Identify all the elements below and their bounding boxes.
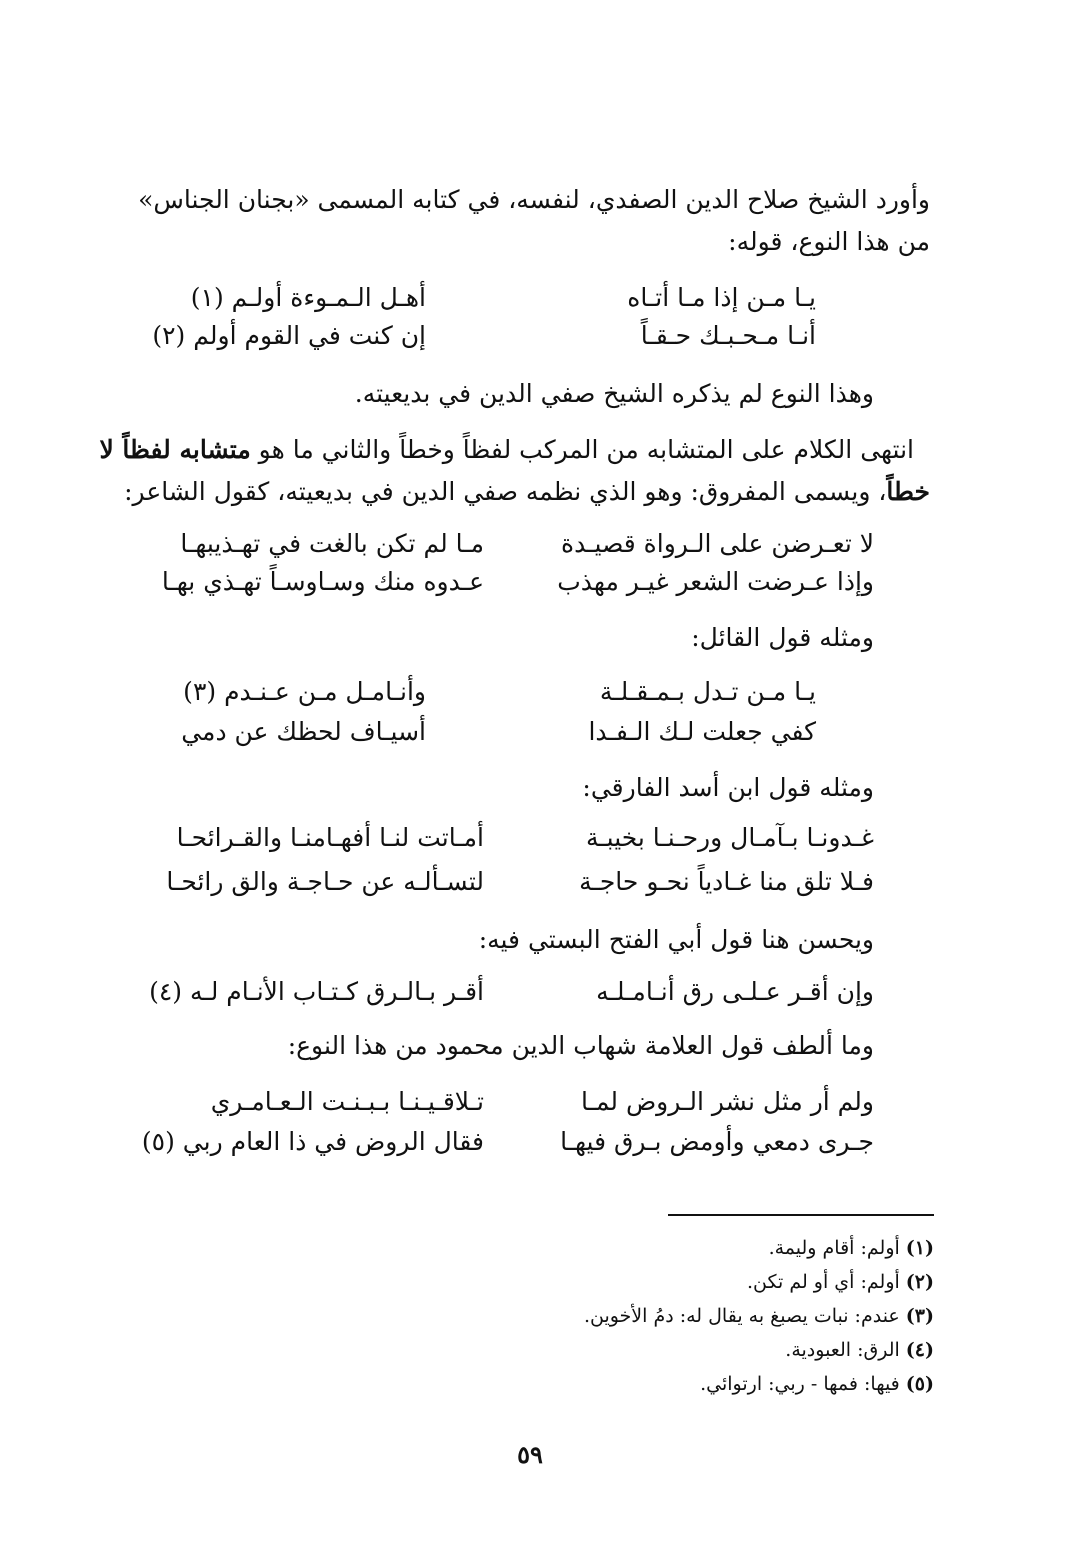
footnote-text: فيها: فمها - ربي: ارتوائي. — [700, 1373, 900, 1395]
verse-first-hemistich: غـدونـا بـآمـال ورحـنـا بخيبـة — [585, 823, 874, 852]
paragraph-example: ومثله قول ابن أسد الفارقي: — [582, 773, 874, 802]
footnote-number: (٢) — [905, 1271, 934, 1293]
footnote — [700, 1370, 934, 1398]
verse-first-hemistich: وإن أقـر عـلـى رق أنـامـلـه — [596, 977, 874, 1006]
verse-line — [96, 278, 816, 318]
paragraph-intro-line1: وأورد الشيخ صلاح الدين الصفدي، لنفسه، في كتابه المسمى «بجنان الجناس» — [138, 185, 930, 214]
footnote-text: عندم: نبات يصبغ به يقال له: دمُ الأخوين. — [583, 1305, 900, 1327]
bold-term: خطاً — [886, 477, 930, 506]
verse-line — [149, 972, 874, 1012]
bold-term: متشابه لفظاً لا — [99, 435, 251, 464]
verse-first-hemistich: جـرى دمعي وأومض بـرق فيهـا — [560, 1127, 874, 1156]
verse-line — [96, 672, 816, 712]
paragraph-mafrouq-line2 — [124, 472, 930, 512]
verse-line — [96, 316, 816, 356]
paragraph-example: ومثله قول القائل: — [691, 623, 874, 652]
verse-first-hemistich: كفي جعلت لـك الـفـدا — [588, 717, 816, 746]
verse-line — [154, 524, 874, 564]
verse-first-hemistich: فـلا تلق منا غـادياً نحـو حاجـة — [579, 867, 874, 896]
paragraph-example: ويحسن هنا قول أبي الفتح البستي فيه: — [478, 925, 874, 954]
verse-second-hemistich: فقال الروض في ذا العام ربي (٥) — [141, 1127, 484, 1156]
paragraph-intro-line2: من هذا النوع، قوله: — [728, 227, 930, 256]
footnote-number: (٣) — [905, 1305, 934, 1327]
verse-line — [96, 712, 816, 752]
footnote — [747, 1268, 934, 1296]
footnote-text: أولم: أقام وليمة. — [768, 1237, 900, 1259]
verse-second-hemistich: عـدوه منك وسـاوسـاً تهـذي بهـا — [161, 567, 484, 596]
verse-first-hemistich: وإذا عـرضت الشعر غيـر مهذب — [557, 567, 874, 596]
verse-second-hemistich: أقـر بـالـرق كـتـاب الأنـام لـه (٤) — [149, 977, 484, 1006]
text-span: انتهى الكلام على المتشابه من المركب لفظاً وخطاً والثاني ما هو — [250, 435, 914, 464]
footnote — [769, 1234, 934, 1262]
verse-line — [154, 562, 874, 602]
verse-line — [154, 818, 874, 858]
footnote-divider — [668, 1214, 934, 1216]
footnote — [785, 1336, 934, 1364]
verse-second-hemistich: لتسـألـه عن حـاجـة والق رائحـا — [166, 867, 484, 896]
text-span: ، ويسمى المفروق: وهو الذي نظمه صفي الدين في بديعيته، كقول الشاعر: — [124, 477, 887, 506]
verse-second-hemistich: أهـل الـمـوءة أولـم (١) — [190, 283, 426, 312]
verse-first-hemistich: ولم أر مثل نشر الـروض لمـا — [581, 1087, 874, 1116]
footnote-number: (٥) — [905, 1373, 934, 1395]
verse-line — [154, 862, 874, 902]
paragraph-example: وما ألطف قول العلامة شهاب الدين محمود من هذا النوع: — [287, 1031, 874, 1060]
verse-line — [141, 1122, 874, 1162]
paragraph-note: وهذا النوع لم يذكره الشيخ صفي الدين في بديعيته. — [354, 379, 874, 408]
page-number: ٥٩ — [517, 1440, 543, 1469]
footnote-text: الرق: العبودية. — [785, 1339, 900, 1361]
footnote — [584, 1302, 934, 1330]
verse-second-hemistich: أمـاتت لنـا أفهـامنـا والقـرائحـا — [176, 823, 484, 852]
verse-second-hemistich: أسيـاف لحظك عن دمي — [181, 717, 426, 746]
verse-second-hemistich: وأنـامـل مـن عـنـدم (٣) — [183, 677, 426, 706]
verse-first-hemistich: لا تعـرضن على الـرواة قصيـدة — [561, 529, 874, 558]
footnote-number: (١) — [905, 1237, 934, 1259]
verse-line — [154, 1082, 874, 1122]
paragraph-mafrouq-line1 — [99, 430, 914, 470]
verse-second-hemistich: مـا لم تكن بالغت في تهـذيبهـا — [180, 529, 484, 558]
verse-first-hemistich: يـا مـن إذا مـا أتـاه — [627, 283, 816, 312]
verse-first-hemistich: يـا مـن تـدل بـمـقـلـة — [599, 677, 816, 706]
footnote-number: (٤) — [905, 1339, 934, 1361]
verse-first-hemistich: أنـا مـحـبـك حـقـاً — [640, 321, 816, 350]
verse-second-hemistich: تـلاقـيـنـا بـبـنـت الـعـامـري — [210, 1087, 484, 1116]
footnote-text: أولم: أي أو لم تكن. — [747, 1271, 900, 1293]
verse-second-hemistich: إن كنت في القوم أولم (٢) — [152, 321, 426, 350]
